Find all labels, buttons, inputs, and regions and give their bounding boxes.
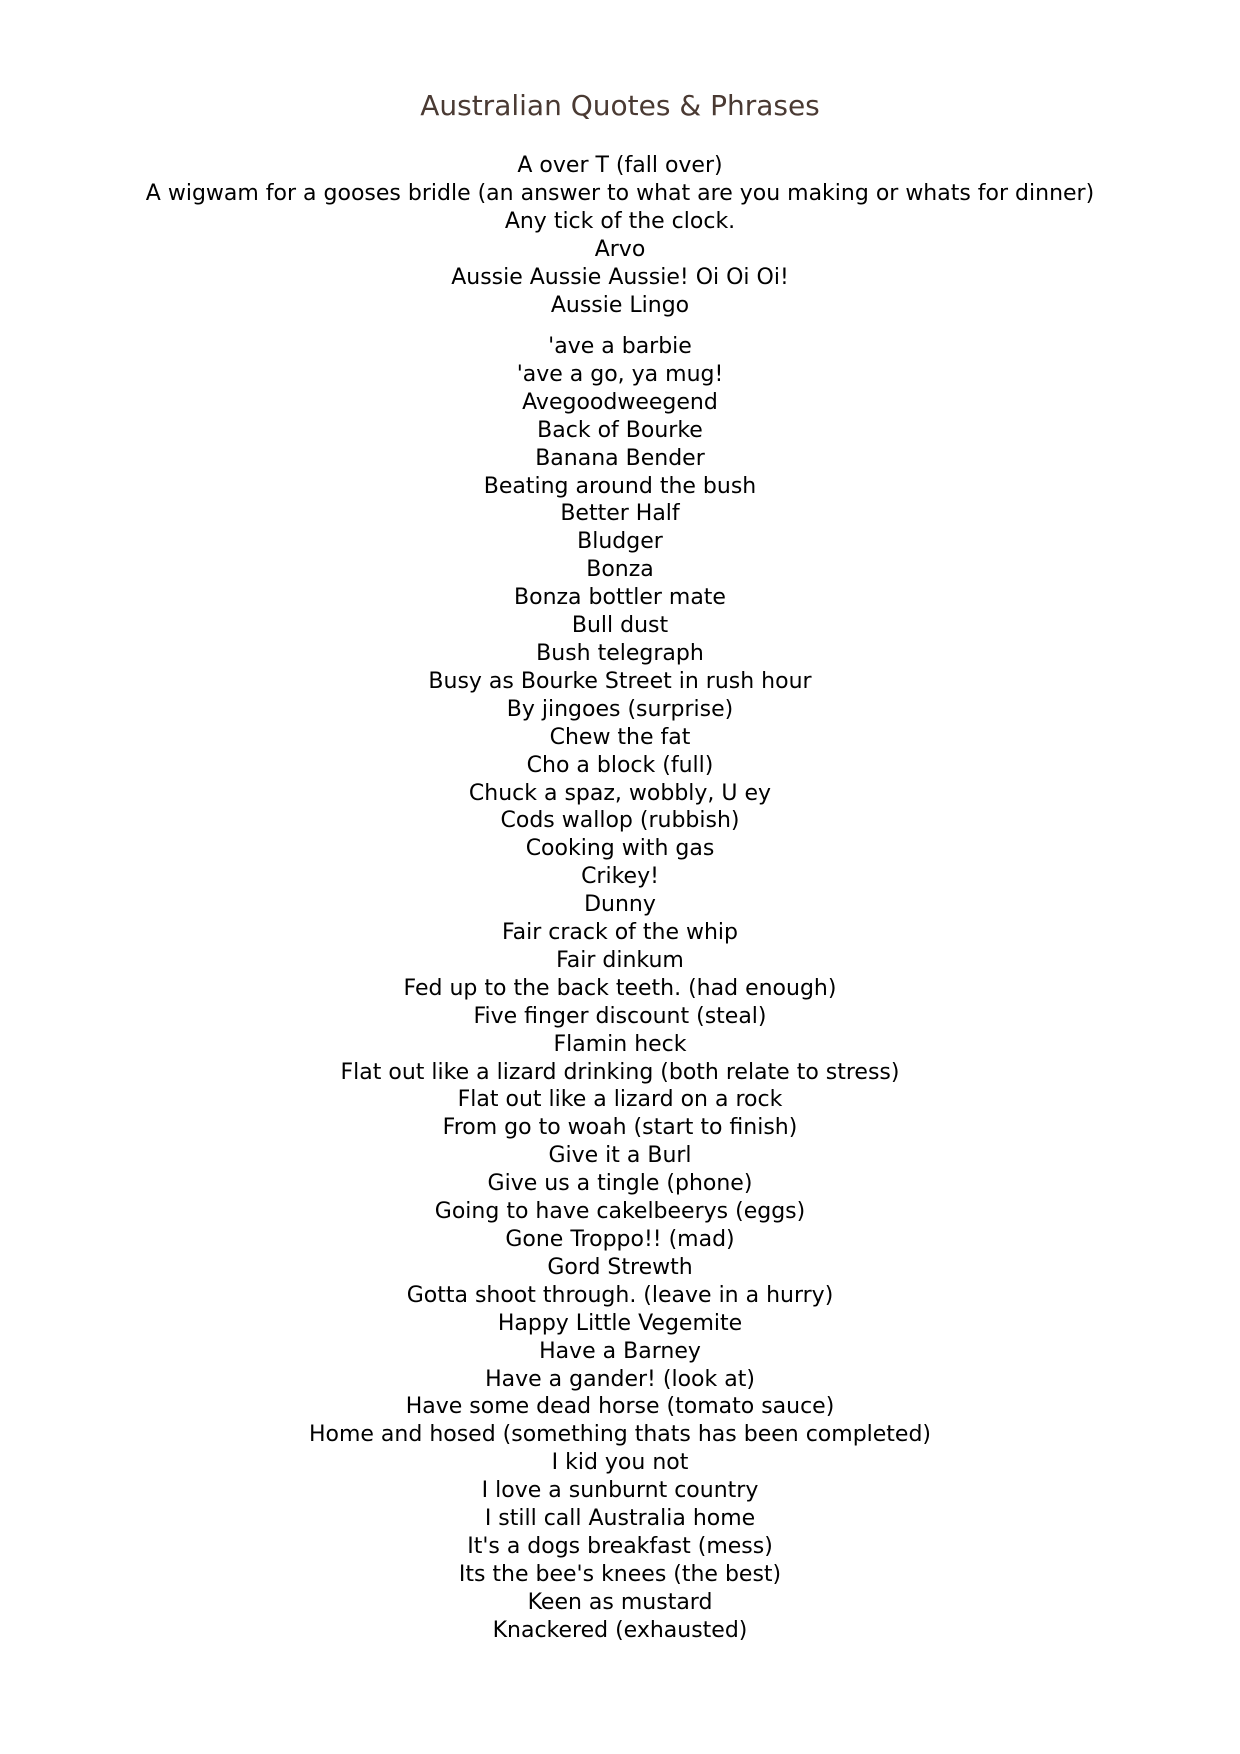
phrase-item: Busy as Bourke Street in rush hour — [428, 668, 812, 694]
phrase-item: Keen as mustard — [527, 1589, 713, 1615]
phrase-item: Five finger discount (steal) — [473, 1003, 767, 1029]
phrase-item: Aussie Lingo — [550, 292, 690, 318]
phrase-item: Fed up to the back teeth. (had enough) — [403, 975, 837, 1001]
phrase-item: Crikey! — [581, 864, 659, 890]
phrase-item: Knackered (exhausted) — [492, 1617, 748, 1643]
phrase-item: By jingoes (surprise) — [506, 696, 734, 722]
phrase-item: Cooking with gas — [525, 836, 715, 862]
phrase-item: Fair dinkum — [556, 947, 684, 973]
phrase-item: Gone Troppo!! (mad) — [505, 1227, 735, 1252]
phrase-item: Any tick of the clock. — [504, 208, 736, 234]
phrase-item: Avegoodweegend — [522, 389, 718, 415]
phrase-item: Fair crack of the whip — [501, 920, 739, 946]
phrase-item: Have some dead horse (tomato sauce) — [405, 1394, 835, 1420]
phrase-item: Its the bee's knees (the best) — [458, 1561, 782, 1587]
phrase-item: Cho a block (full) — [526, 752, 714, 778]
phrase-item: Bush telegraph — [536, 640, 704, 666]
page-title: Australian Quotes & Phrases — [420, 89, 820, 122]
phrase-item: It's a dogs breakfast (mess) — [467, 1533, 773, 1559]
phrase-item: Have a gander! (look at) — [485, 1366, 755, 1392]
phrase-item: Back of Bourke — [537, 417, 703, 443]
phrase-item: Give it a Burl — [548, 1143, 692, 1169]
phrase-item: Home and hosed (something thats has been completed) — [308, 1422, 932, 1448]
phrase-item: Give us a tingle (phone) — [487, 1171, 753, 1197]
phrase-item: Banana Bender — [535, 445, 705, 471]
phrase-item: 'ave a barbie — [548, 334, 692, 359]
phrase-item: A wigwam for a gooses bridle (an answer to what are you making or whats for dinner) — [145, 180, 1095, 206]
phrase-item: Arvo — [594, 236, 646, 262]
phrase-list-group-1 — [0, 152, 1240, 319]
phrase-item: From go to woah (start to finish) — [442, 1115, 798, 1141]
phrase-item: Flat out like a lizard on a rock — [457, 1087, 783, 1113]
phrase-item: Chew the fat — [549, 724, 691, 750]
phrase-item: Bludger — [577, 529, 663, 555]
phrase-item: Better Half — [560, 501, 680, 527]
phrase-item: Have a Barney — [539, 1338, 701, 1364]
phrase-item: Bonza bottler mate — [514, 585, 726, 611]
phrase-item: Going to have cakelbeerys (eggs) — [434, 1199, 806, 1225]
phrase-item: A over T (fall over) — [517, 153, 723, 178]
phrase-item: Gotta shoot through. (leave in a hurry) — [406, 1282, 834, 1308]
phrase-list-group-2 — [0, 333, 1240, 1645]
phrase-item: Cods wallop (rubbish) — [500, 808, 740, 834]
phrase-item: Dunny — [584, 892, 656, 918]
phrase-item: I still call Australia home — [484, 1506, 756, 1532]
phrase-item: Flat out like a lizard drinking (both relate to stress) — [340, 1059, 900, 1085]
phrase-item: 'ave a go, ya mug! — [516, 361, 724, 387]
phrase-item: Bull dust — [571, 613, 669, 639]
phrase-item: Gord Strewth — [547, 1254, 693, 1280]
phrase-item: I kid you not — [551, 1450, 689, 1476]
phrase-item: Beating around the bush — [483, 473, 757, 499]
phrase-item: Flamin heck — [553, 1031, 687, 1057]
phrase-item: Happy Little Vegemite — [497, 1310, 743, 1336]
phrase-item: Chuck a spaz, wobbly, U ey — [468, 780, 772, 806]
phrase-item: I love a sunburnt country — [481, 1478, 759, 1504]
phrase-item: Aussie Aussie Aussie! Oi Oi Oi! — [451, 264, 789, 290]
phrase-item: Bonza — [586, 557, 654, 583]
